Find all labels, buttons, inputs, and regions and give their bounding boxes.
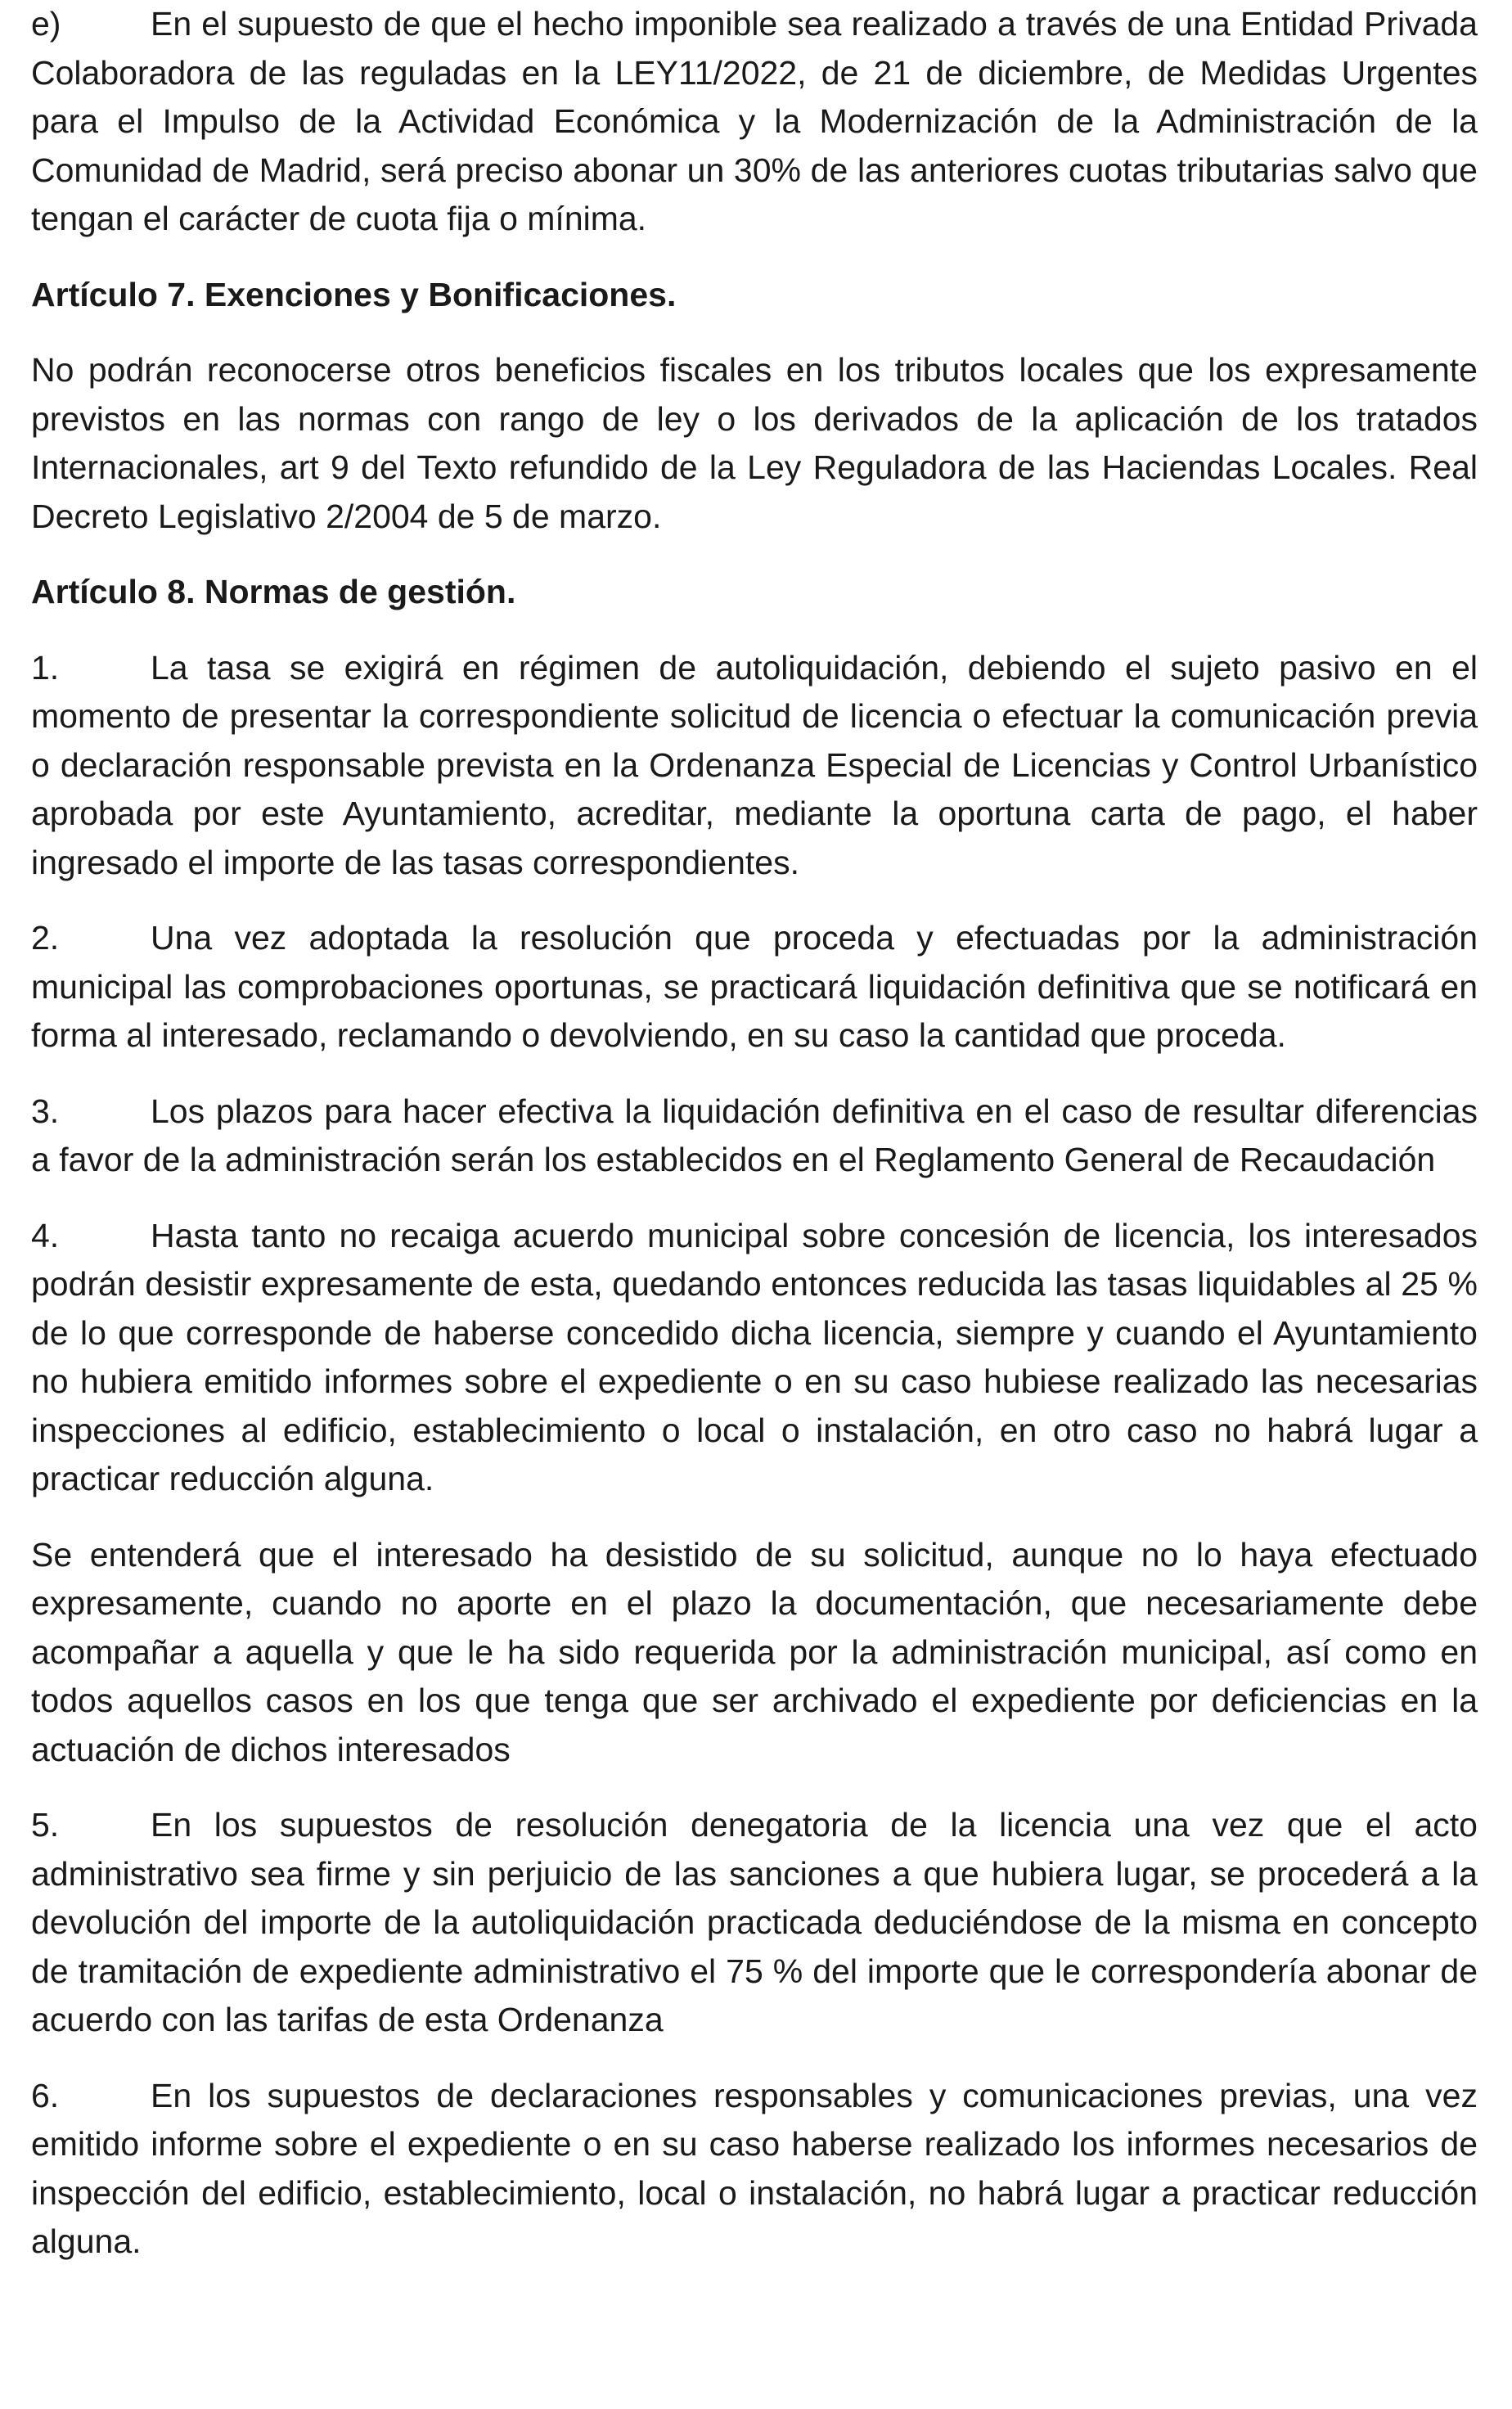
item-text: La tasa se exigirá en régimen de autoliquidación, debiendo el sujeto pasivo en el momento de presentar la correspondiente solicitud de licencia o efectuar la comunicación previa o declaración responsable prevista en la Ordenanza Especial de Licencias y Control Urbanístico aprobada por este Ayuntamiento, acreditar, mediante la oportuna carta de pago, el haber ingresado el importe de las tasas correspondientes. <box>31 648 1478 881</box>
item-number: 2. <box>31 919 60 957</box>
item-text: En los supuestos de declaraciones responsables y comunicaciones previas, una vez emitido informe sobre el expediente o en su caso haberse realizado los informes necesarios de inspección del edificio, establecimiento, local o instalación, no habrá lugar a practicar reducción alguna. <box>31 2076 1478 2260</box>
item-text: Los plazos para hacer efectiva la liquidación definitiva en el caso de resultar diferencias a favor de la administración serán los establecidos en el Reglamento General de Recaudación <box>31 1092 1478 1178</box>
item-number: 1. <box>31 648 60 687</box>
item-text: Hasta tanto no recaiga acuerdo municipal sobre concesión de licencia, los interesados podrán desistir expresamente de esta, quedando entonces reducida las tasas liquidables al 25 % de lo que corresponde de haberse concedido dicha licencia, siempre y cuando el Ayuntamiento no hubiera emitido informes sobre el expediente o en su caso hubiese realizado las necesarias inspecciones al edificio, establecimiento o local o instalación, en otro caso no habrá lugar a practicar reducción alguna. <box>31 1216 1478 1497</box>
item-number: 6. <box>31 2076 60 2114</box>
item-text: En el supuesto de que el hecho imponible sea realizado a través de una Entidad Privada Colaboradora de las reguladas en la LEY11/2022, de 21 de diciembre, de Medidas Urgentes para el Impulso de la Actividad Económica y la Modernización de la Administración de la Comunidad de Madrid, será preciso abonar un 30% de las anteriores cuotas tributarias salvo que tengan el carácter de cuota fija o mínima. <box>31 5 1478 237</box>
numbered-item-6 <box>31 2072 1478 2267</box>
numbered-item-5 <box>31 1801 1478 2045</box>
item-marker: e) <box>31 5 61 43</box>
document-page <box>31 0 1478 2294</box>
item-number: 5. <box>31 1806 60 1844</box>
item-text: Una vez adoptada la resolución que proceda y efectuadas por la administración municipal las comprobaciones oportunas, se practicará liquidación definitiva que se notificará en forma al interesado, reclamando o devolviendo, en su caso la cantidad que proceda. <box>31 919 1478 1054</box>
item-number: 3. <box>31 1092 60 1130</box>
article-7-text: No podrán reconocerse otros beneficios fiscales en los tributos locales que los expresamente previstos en las normas con rango de ley o los derivados de la aplicación de los tratados Internacionales, art 9 del Texto refundido de la Ley Reguladora de las Haciendas Locales. Real Decreto Legislativo 2/2004 de 5 de marzo. <box>31 351 1478 535</box>
article-7-heading: Artículo 7. Exenciones y Bonificaciones. <box>31 275 677 313</box>
article-8-heading: Artículo 8. Normas de gestión. <box>31 573 516 610</box>
numbered-item-4 <box>31 1212 1478 1504</box>
item-text: En los supuestos de resolución denegatoria de la licencia una vez que el acto administrativo sea firme y sin perjuicio de las sanciones a que hubiera lugar, se procederá a la devolución del importe de la autoliquidación practicada deduciéndose de la misma en concepto de tramitación de expediente administrativo el 75 % del importe que le correspondería abonar de acuerdo con las tarifas de esta Ordenanza <box>31 1806 1478 2038</box>
numbered-item-2 <box>31 914 1478 1060</box>
desistimiento-paragraph: Se entenderá que el interesado ha desistido de su solicitud, aunque no lo haya efectuado expresamente, cuando no aporte en el plazo la documentación, que necesariamente debe acompañar a aquella y que le ha sido requerida por la administración municipal, así como en todos aquellos casos en los que tenga que ser archivado el expediente por deficiencias en la actuación de dichos interesados <box>31 1535 1478 1768</box>
numbered-item-3 <box>31 1087 1478 1185</box>
item-number: 4. <box>31 1216 60 1254</box>
numbered-item-1 <box>31 644 1478 888</box>
paragraph-item-e <box>31 0 1478 244</box>
